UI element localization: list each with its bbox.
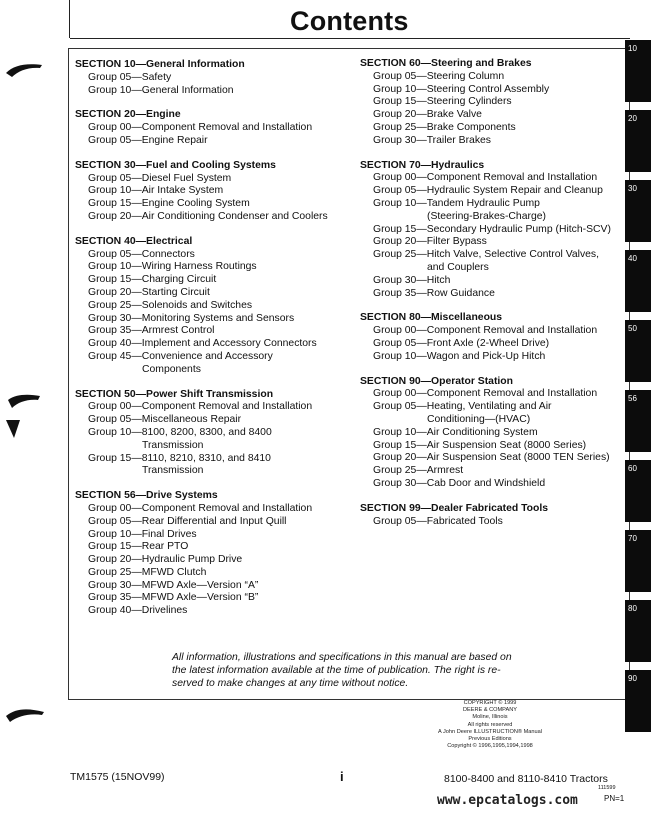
section-title[interactable]: SECTION 56—Drive Systems bbox=[75, 490, 218, 502]
group-entry[interactable]: Group 10—Wiring Harness Routings bbox=[88, 261, 257, 273]
copyright-line: DEERE & COMPANY bbox=[463, 707, 517, 714]
toc-section bbox=[75, 59, 355, 97]
toc-section bbox=[75, 490, 355, 618]
group-entry[interactable]: Group 10—Final Drives bbox=[88, 528, 197, 540]
group-entry[interactable]: Group 15—8110, 8210, 8310, and 8410 bbox=[88, 452, 271, 464]
copyright-line: Moline, Illinois bbox=[472, 714, 508, 721]
group-entry[interactable]: Group 45—Convenience and Accessory bbox=[88, 350, 273, 362]
group-entry[interactable]: Group 30—Cab Door and Windshield bbox=[373, 477, 546, 489]
group-entry[interactable]: Group 05—Diesel Fuel System bbox=[88, 172, 232, 184]
group-entry[interactable]: Group 20—Hydraulic Pump Drive bbox=[88, 554, 243, 566]
section-title[interactable]: SECTION 60—Steering and Brakes bbox=[360, 58, 532, 69]
section-title[interactable]: SECTION 90—Operator Station bbox=[360, 375, 513, 387]
toc-section bbox=[75, 389, 355, 479]
edge-tab-70[interactable] bbox=[625, 530, 651, 592]
edge-tab-30[interactable] bbox=[625, 180, 651, 242]
contents-column-right bbox=[360, 58, 622, 540]
group-entry[interactable]: Group 00—Component Removal and Installation bbox=[88, 401, 313, 413]
group-entry[interactable]: Group 05—Engine Repair bbox=[88, 134, 208, 146]
section-title[interactable]: SECTION 40—Electrical bbox=[75, 235, 193, 247]
disclaimer-notice bbox=[172, 651, 532, 690]
group-entry[interactable]: Group 35—Row Guidance bbox=[373, 287, 495, 299]
group-entry[interactable]: Group 15—Air Suspension Seat (8000 Series) bbox=[373, 439, 587, 451]
group-entry[interactable]: Group 30—Hitch bbox=[373, 274, 451, 286]
section-title[interactable]: SECTION 50—Power Shift Transmission bbox=[75, 388, 274, 400]
group-entry[interactable]: Group 10—Tandem Hydraulic Pump bbox=[373, 197, 540, 209]
edge-tab-40[interactable] bbox=[625, 250, 651, 312]
group-entry-continuation: Transmission bbox=[142, 465, 204, 477]
edge-tab-80[interactable] bbox=[625, 600, 651, 662]
group-entry[interactable]: Group 20—Air Suspension Seat (8000 TEN Series) bbox=[373, 452, 610, 464]
section-title[interactable]: SECTION 70—Hydraulics bbox=[360, 159, 485, 171]
scan-mark-icon bbox=[0, 390, 50, 450]
group-entry[interactable]: Group 10—Wagon and Pick-Up Hitch bbox=[373, 350, 546, 362]
group-entry[interactable]: Group 10—General Information bbox=[88, 84, 234, 96]
footer-pn: PN=1 bbox=[604, 794, 625, 803]
group-entry[interactable]: Group 25—Brake Components bbox=[373, 121, 516, 133]
group-entry[interactable]: Group 15—Charging Circuit bbox=[88, 274, 217, 286]
group-entry[interactable]: Group 40—Implement and Accessory Connectors bbox=[88, 338, 317, 350]
section-title[interactable]: SECTION 30—Fuel and Cooling Systems bbox=[75, 159, 276, 171]
disclaimer-line: served to make changes at any time without notice. bbox=[172, 678, 409, 689]
group-entry[interactable]: Group 00—Component Removal and Installation bbox=[373, 388, 598, 400]
group-entry[interactable]: Group 20—Brake Valve bbox=[373, 109, 482, 121]
group-entry[interactable]: Group 25—Armrest bbox=[373, 465, 464, 477]
footer-model-title: 8100-8400 and 8110-8410 Tractors bbox=[444, 773, 608, 785]
group-entry[interactable]: Group 30—Trailer Brakes bbox=[373, 134, 491, 146]
group-entry[interactable]: Group 05—Hydraulic System Repair and Cleanup bbox=[373, 185, 603, 197]
group-entry[interactable]: Group 10—8100, 8200, 8300, and 8400 bbox=[88, 426, 272, 438]
edge-tab-label: 20 bbox=[628, 114, 637, 123]
edge-tab-20[interactable] bbox=[625, 110, 651, 172]
toc-section bbox=[360, 312, 622, 363]
edge-tab-label: 30 bbox=[628, 184, 637, 193]
group-entry[interactable]: Group 05—Connectors bbox=[88, 248, 195, 260]
group-entry[interactable]: Group 00—Component Removal and Installation bbox=[88, 502, 313, 514]
group-entry[interactable]: Group 20—Filter Bypass bbox=[373, 236, 487, 248]
group-entry[interactable]: Group 10—Steering Control Assembly bbox=[373, 83, 550, 95]
edge-tab-label: 60 bbox=[628, 464, 637, 473]
toc-section bbox=[360, 503, 622, 529]
edge-tab-label: 10 bbox=[628, 44, 637, 53]
group-entry[interactable]: Group 25—Hitch Valve, Selective Control Valves, bbox=[373, 249, 600, 261]
copyright-line: COPYRIGHT © 1999 bbox=[463, 700, 517, 706]
edge-tab-90[interactable] bbox=[625, 670, 651, 732]
edge-tab-label: 50 bbox=[628, 324, 637, 333]
edge-tab-label: 80 bbox=[628, 604, 637, 613]
group-entry-continuation: (Steering-Brakes-Charge) bbox=[427, 210, 546, 222]
toc-section bbox=[360, 58, 622, 148]
group-entry[interactable]: Group 10—Air Intake System bbox=[88, 185, 224, 197]
group-entry[interactable]: Group 35—MFWD Axle—Version “B” bbox=[88, 592, 259, 604]
group-entry[interactable]: Group 25—Solenoids and Switches bbox=[88, 299, 253, 311]
edge-tab-50[interactable] bbox=[625, 320, 651, 382]
toc-section bbox=[75, 109, 355, 147]
edge-tab-60[interactable] bbox=[625, 460, 651, 522]
group-entry[interactable]: Group 20—Starting Circuit bbox=[88, 286, 210, 298]
toc-section bbox=[75, 236, 355, 377]
group-entry[interactable]: Group 30—Monitoring Systems and Sensors bbox=[88, 312, 295, 324]
group-entry[interactable]: Group 35—Armrest Control bbox=[88, 325, 215, 337]
edge-tab-label: 56 bbox=[628, 394, 637, 403]
group-entry[interactable]: Group 05—Miscellaneous Repair bbox=[88, 414, 242, 426]
edge-tab-10[interactable] bbox=[625, 40, 651, 102]
section-title[interactable]: SECTION 80—Miscellaneous bbox=[360, 312, 503, 324]
copyright-line: Copyright © 1996,1995,1994,1998 bbox=[447, 743, 533, 750]
group-entry[interactable]: Group 10—Air Conditioning System bbox=[373, 426, 538, 438]
contents-column-left bbox=[75, 59, 355, 630]
group-entry[interactable]: Group 15—Engine Cooling System bbox=[88, 198, 250, 210]
edge-tab-label: 70 bbox=[628, 534, 637, 543]
group-entry[interactable]: Group 05—Heating, Ventilating and Air bbox=[373, 401, 552, 413]
group-entry[interactable]: Group 15—Rear PTO bbox=[88, 541, 189, 553]
toc-section bbox=[75, 160, 355, 224]
top-left-rule bbox=[69, 0, 70, 38]
group-entry[interactable]: Group 25—MFWD Clutch bbox=[88, 566, 207, 578]
group-entry-continuation: Components bbox=[142, 363, 201, 375]
scan-mark-icon bbox=[0, 55, 50, 95]
section-title[interactable]: SECTION 99—Dealer Fabricated Tools bbox=[360, 502, 549, 514]
group-entry[interactable]: Group 05—Fabricated Tools bbox=[373, 515, 503, 527]
group-entry[interactable]: Group 00—Component Removal and Installation bbox=[373, 325, 598, 337]
group-entry[interactable]: Group 05—Steering Column bbox=[373, 70, 505, 82]
group-entry-continuation: Conditioning—(HVAC) bbox=[427, 413, 531, 425]
copyright-line: Previous Editions bbox=[468, 736, 512, 743]
group-entry[interactable]: Group 20—Air Conditioning Condenser and Coolers bbox=[88, 210, 328, 222]
toc-section bbox=[360, 160, 622, 301]
toc-section bbox=[360, 376, 622, 491]
footer-manual-id: TM1575 (15NOV99) bbox=[70, 771, 165, 783]
edge-tab-label: 90 bbox=[628, 674, 637, 683]
group-entry[interactable]: Group 15—Secondary Hydraulic Pump (Hitch-SCV) bbox=[373, 223, 611, 235]
group-entry-continuation: and Couplers bbox=[427, 261, 489, 273]
page-title: Contents bbox=[290, 6, 409, 36]
edge-tab-56[interactable] bbox=[625, 390, 651, 452]
group-entry[interactable]: Group 05—Safety bbox=[88, 71, 172, 83]
watermark-url[interactable]: www.epcatalogs.com bbox=[437, 793, 578, 808]
group-entry[interactable]: Group 40—Drivelines bbox=[88, 605, 188, 617]
copyright-block bbox=[400, 700, 580, 750]
group-entry[interactable]: Group 05—Rear Differential and Input Quill bbox=[88, 515, 287, 527]
group-entry[interactable]: Group 00—Component Removal and Installation bbox=[88, 122, 313, 134]
group-entry[interactable]: Group 15—Steering Cylinders bbox=[373, 96, 512, 108]
copyright-line: All rights reserved bbox=[467, 721, 513, 728]
disclaimer-line: All information, illustrations and specifications in this manual are based on bbox=[172, 652, 512, 663]
edge-tab-label: 40 bbox=[628, 254, 637, 263]
group-entry[interactable]: Group 05—Front Axle (2-Wheel Drive) bbox=[373, 337, 550, 349]
title-rule bbox=[70, 38, 630, 39]
footer-page-number: i bbox=[340, 769, 344, 784]
copyright-line: A John Deere ILLUSTRUCTION® Manual bbox=[438, 728, 542, 735]
disclaimer-line: the latest information available at the time of publication. The right is re- bbox=[172, 665, 501, 676]
group-entry[interactable]: Group 30—MFWD Axle—Version “A” bbox=[88, 579, 259, 591]
group-entry-continuation: Transmission bbox=[142, 439, 204, 451]
footer-date-code: 111599 bbox=[598, 785, 616, 791]
section-title[interactable]: SECTION 20—Engine bbox=[75, 109, 181, 121]
scan-mark-icon bbox=[0, 700, 50, 740]
section-title[interactable]: SECTION 10—General Information bbox=[75, 59, 245, 70]
group-entry[interactable]: Group 00—Component Removal and Installation bbox=[373, 172, 598, 184]
